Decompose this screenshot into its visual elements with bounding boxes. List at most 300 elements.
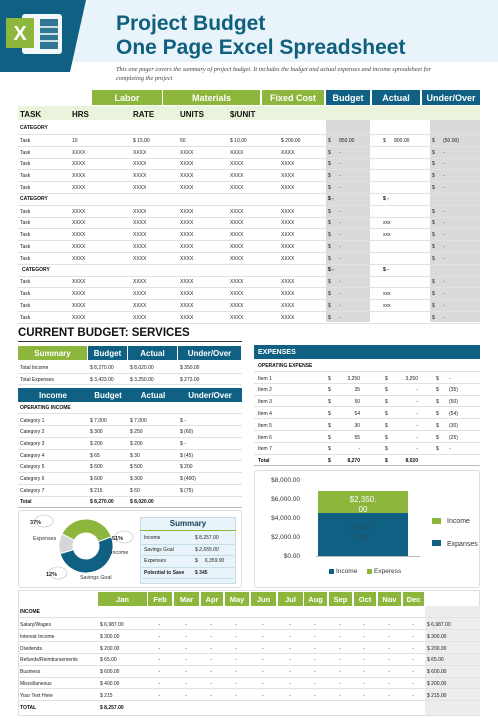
table-cell: $ - [328,220,341,227]
month-dash: - [262,645,264,652]
table-cell: $ - [432,149,445,156]
row-divider [18,323,480,324]
income-cell: $ (75) [180,487,194,494]
legend-swatch-expenses [432,540,441,546]
row-divider [18,484,242,485]
table-cell: XXXX [230,173,244,180]
column-header: UNITS [180,109,204,119]
pct-income: 51% [112,536,124,542]
pct-expenses: 37% [30,520,42,526]
month-dash: - [158,657,161,664]
month-dash: - [185,692,187,699]
table-cell: $ - [328,173,341,180]
month-dash: - [185,633,187,640]
income-cell: $ (45) [180,452,194,459]
table-cell: XXXX [72,232,86,239]
pct-savings: 12% [46,572,58,578]
row-divider [18,181,480,182]
table-cell: XXXX [230,232,244,239]
table-cell: $ - [432,244,445,250]
month-dash: - [289,622,291,628]
legend-bottom-income: Income [336,568,358,575]
income-row-jan: $ 300.00 [100,633,120,640]
expense-cell: $ [385,387,388,394]
month-dash: - [339,681,341,687]
summary-box-value: $ 6,359.00 [195,558,225,564]
expense-cell: $ [436,422,439,429]
expense-cell: - [416,410,418,417]
table-cell: XXXX [230,244,244,250]
table-cell: Task [20,279,31,286]
row-divider [254,406,480,407]
table-cell: xxx [383,303,391,309]
table-cell: XXXX [230,303,244,309]
expense-cell: $ [328,434,331,441]
table-cell: XXXX [281,149,295,156]
row-divider [18,437,242,438]
month-dash: - [235,657,238,664]
month-dash: - [289,657,291,664]
expense-cell: - [416,422,418,429]
expense-cell: (50) [449,399,458,406]
month-dash: - [412,657,414,664]
month-dash: - [185,657,187,664]
table-cell: XXXX [72,208,86,215]
expense-cell: 3,250 [347,375,360,382]
income-row-total: $ 215.00 [427,692,447,699]
row-divider [142,578,234,579]
summary-box-label: Expenses [144,558,166,564]
income-cell: $ 600 [90,476,103,482]
expense-cell: - [416,434,418,441]
table-cell: XXXX [133,291,147,298]
month-header: Jun [251,592,277,606]
month-dash: - [363,669,366,676]
income-cell: $ 60 [130,487,140,494]
table-cell: XXXX [230,279,244,286]
expense-cell: 55 [354,434,360,441]
month-dash: - [235,692,238,699]
row-divider [254,442,480,443]
month-dash: - [210,681,213,687]
income-row-total: $ 200.00 [427,681,447,687]
expense-cell: $ [328,399,331,406]
income-cell: $ 30 [130,452,140,459]
row-divider [18,496,242,497]
page-title-line1: Project Budget [116,12,266,35]
months-section-label: INCOME [20,609,40,615]
table-cell: XXXX [133,208,147,215]
category-budget-subtotal: $ - [328,266,334,273]
table-cell: $ - [432,173,445,180]
svg-text:X: X [13,23,27,45]
table-cell: XXXX [281,208,295,215]
income-header: Income [18,388,88,402]
table-cell: XXXX [180,255,194,262]
table-cell: $ - [328,244,341,250]
table-cell: XXXX [180,291,194,298]
expense-cell: - [358,446,360,453]
month-header: Nov [378,592,402,606]
expense-cell: $ [385,446,388,453]
row-divider [18,413,242,414]
category-label: CATEGORY [22,266,50,273]
category-actual-subtotal: $ - [383,266,389,273]
table-cell: $ - [328,161,341,168]
table-cell: XXXX [72,149,86,156]
table-cell: XXXX [180,279,194,286]
income-cell: Category 1 [20,417,45,424]
table-cell: XXXX [281,244,295,250]
row-divider [254,454,480,455]
table-cell: xxx [383,291,391,298]
table-cell: XXXX [230,314,244,321]
table-cell: XXXX [281,314,295,321]
summary-box-value: $ 8,257.00 [195,535,219,541]
group-header: Under/Over [422,90,480,105]
month-header: Aug [304,592,328,606]
month-dash: - [289,669,291,676]
row-divider [142,544,234,545]
expense-cell: $ [436,399,439,406]
month-dash: - [158,692,161,699]
month-header: Oct [354,592,377,606]
row-divider [18,507,242,508]
month-header: Mar [174,592,200,606]
table-cell: XXXX [133,303,147,309]
table-cell: $ 850.00 [328,137,355,144]
table-cell: XXXX [230,208,244,215]
month-dash: - [210,645,213,652]
table-cell: $ - [328,314,341,321]
label-income: Income [111,550,129,556]
table-cell: Task [20,208,31,215]
column-header: $/UNIT [230,109,256,119]
row-divider [18,425,242,426]
months-total-jan: $ 8,257.00 [100,704,124,711]
table-cell: $ - [328,303,341,309]
month-dash: - [412,622,414,628]
table-cell: XXXX [180,149,194,156]
table-cell: XXXX [72,291,86,298]
month-dash: - [388,633,390,640]
current-budget-title: CURRENT BUDGET: SERVICES [18,327,190,339]
table-cell: $ - [328,149,341,156]
row-divider [254,371,480,372]
income-header: Under/Over [178,388,242,402]
income-cell: Category 7 [20,487,45,494]
table-cell: Task [20,220,31,227]
table-cell: XXXX [281,185,295,191]
table-cell: XXXX [281,161,295,168]
month-dash: - [235,681,238,687]
expense-cell: 54 [354,410,360,417]
income-cell: $ (60) [180,429,194,436]
month-dash: - [363,633,366,640]
table-cell: Task [20,314,31,321]
table-cell: Task [20,291,31,298]
month-dash: - [289,692,291,699]
table-cell: $ - [328,279,341,286]
month-dash: - [388,681,390,687]
table-cell: $ 200.00 [281,137,301,144]
table-cell: XXXX [72,185,86,191]
month-dash: - [339,692,341,699]
month-dash: - [412,669,414,676]
table-cell: XXXX [180,244,194,250]
income-cell: $ 200 [90,440,103,447]
income-row-total: $ 600.00 [427,669,447,676]
expense-cell: Item 1 [258,375,272,382]
y-tick-label: $4,000.00 [271,514,300,522]
section-divider [18,341,242,342]
expense-cell: Item 3 [258,399,272,406]
expense-cell: $ [385,422,388,429]
table-cell: XXXX [72,314,86,321]
legend-side-income: Income [447,518,470,525]
x-axis-line [316,556,420,557]
table-cell: XXXX [180,161,194,168]
row-divider [18,169,480,170]
table-cell: Task [20,303,31,309]
month-dash: - [262,669,264,676]
row-divider [18,228,480,229]
month-dash: - [314,633,316,640]
group-header: Materials [163,90,260,105]
table-cell: XXXX [133,185,147,191]
y-tick-label: $0.00 [283,552,300,560]
month-dash: - [262,622,264,628]
table-cell: XXXX [180,173,194,180]
income-cell: $ - [180,440,186,447]
month-dash: - [314,622,316,628]
table-cell: XXXX [72,279,86,286]
income-cell: $ 65 [90,452,100,459]
expense-cell: (35) [449,387,458,394]
group-header: Labor [92,90,162,105]
income-cell: Category 3 [20,440,45,447]
income-row-jan: $ 6,987.00 [100,622,124,628]
row-divider [18,472,242,473]
month-header: Jul [278,592,304,606]
row-divider [18,449,242,450]
income-cell: Category 2 [20,429,45,436]
table-cell: Task [20,255,31,262]
row-divider [18,134,480,135]
table-cell: XXXX [133,314,147,321]
table-cell: XXXX [230,149,244,156]
row-divider [18,252,480,253]
expense-cell: $ [385,399,388,406]
table-cell: $ - [432,279,445,286]
table-cell: Task [20,137,31,144]
income-cell: $ 250 [130,429,143,436]
table-cell: XXXX [281,303,295,309]
row-divider [18,384,242,385]
table-cell: 50 [180,137,186,144]
legend-side-expenses: Expanses [447,541,478,548]
income-cell: $ 500 [130,464,143,471]
expense-cell: (54) [449,410,458,417]
summary-cell: $ 8,020.00 [130,365,154,371]
month-dash: - [388,669,390,676]
table-cell: $ - [432,220,445,227]
table-cell: $ - [432,303,445,309]
month-dash: - [339,633,341,640]
table-cell: XXXX [281,232,295,239]
group-header: Actual [372,90,420,105]
table-cell: XXXX [281,291,295,298]
income-cell: Category 5 [20,464,45,471]
income-cell: $ 300 [90,429,103,436]
month-dash: - [185,669,187,676]
income-total-cell: Total [20,499,32,506]
income-cell: $ 215 [90,487,103,494]
table-cell: Task [20,232,31,239]
expense-cell: (25) [449,434,458,441]
income-cell: Category 4 [20,452,45,459]
row-divider [18,299,480,300]
table-cell: Task [20,185,31,191]
month-dash: - [289,633,291,640]
table-cell: XXXX [133,173,147,180]
table-cell: XXXX [72,303,86,309]
table-cell: XXXX [281,279,295,286]
table-cell: $ - [432,208,445,215]
table-cell: XXXX [281,255,295,262]
income-row-label: Interest Income [20,633,55,640]
month-dash: - [262,692,264,699]
table-cell: $ - [328,208,341,215]
table-cell: $ - [328,232,341,239]
summary-header: Under/Over [178,346,242,360]
income-header: Budget [88,388,128,402]
month-dash: - [363,681,366,687]
bar-label-expenses: $4,507.00 [349,523,377,543]
table-cell: $ - [328,185,341,191]
table-cell: $ - [432,255,445,262]
month-dash: - [158,681,161,687]
income-row-total: $ 65.00 [427,657,444,664]
month-dash: - [314,692,316,699]
table-cell: XXXX [180,208,194,215]
month-header: Apr [201,592,224,606]
month-dash: - [210,669,213,676]
summary-box-value: $ 345 [195,569,208,576]
table-cell: XXXX [230,255,244,262]
income-row-label: Salary/Wages [20,622,51,628]
summary-cell: $ 273.00 [180,376,200,383]
row-divider [18,629,480,630]
month-dash: - [289,645,291,652]
month-dash: - [210,633,213,640]
row-divider [18,677,480,678]
expense-cell: Item 4 [258,410,272,417]
month-dash: - [388,657,390,664]
table-cell: XXXX [133,279,147,286]
month-dash: - [235,622,238,628]
legend-bottom-expenses: Experess [374,568,402,575]
table-cell: XXXX [180,314,194,321]
month-header: Jan [98,592,148,606]
row-divider [142,567,234,568]
income-row-jan: $ 215 [100,692,113,699]
table-cell: $ - [432,232,445,239]
expense-cell: $ [328,375,331,382]
summary-box-label: Potential to Save [144,569,185,576]
expense-cell: 35 [354,387,360,394]
category-label: CATEGORY [20,195,48,202]
income-row-jan: $ 65.00 [100,657,117,664]
row-divider [18,311,480,312]
expense-cell: $ [385,410,388,417]
month-dash: - [339,669,341,676]
month-dash: - [210,622,213,628]
page-subtitle: This one pager covers the summary of project budget. It includes the budget and actual expenses and income spreadsheet for completing the project [116,66,432,82]
y-tick-label: $2,000.00 [271,533,300,541]
income-row-label: Refunds/Reimbursements [20,657,78,664]
income-cell: $ 300 [130,476,143,482]
table-cell: XXXX [180,220,194,227]
month-dash: - [314,645,316,652]
month-header: Sep [329,592,353,606]
group-header: Budget [326,90,370,105]
table-cell: $ - [432,161,445,168]
expense-cell: $ [385,434,388,441]
expense-cell: (30) [449,422,458,429]
table-cell: XXXX [281,173,295,180]
expense-total-cell: 8,270 [347,458,360,465]
month-dash: - [363,692,366,699]
income-row-total: $ 200.00 [427,645,447,652]
row-divider [18,641,480,642]
expense-cell: $ [328,387,331,394]
table-cell: XXXX [72,255,86,262]
month-dash: - [262,633,264,640]
column-header: TASK [20,109,42,119]
table-cell: XXXX [72,244,86,250]
row-divider [18,373,242,374]
expense-cell: $ [436,387,439,394]
expenses-title: EXPENSES [258,349,296,356]
table-cell: xxx [383,220,391,227]
month-dash: - [314,657,316,664]
expense-cell: $ [436,375,439,382]
month-dash: - [388,692,390,699]
month-dash: - [363,645,366,652]
income-row-total: $ 6,987.00 [427,622,451,628]
category-budget-subtotal: $ - [328,195,334,202]
row-divider [18,146,480,147]
income-cell: $ (400) [180,476,196,482]
month-dash: - [262,657,264,664]
table-cell: $ - [432,291,445,298]
legend-swatch-bottom-expenses [367,569,372,574]
income-total-cell: $ 8,270.00 [90,499,114,506]
income-section-label: OPERATING INCOME [20,405,71,411]
month-dash: - [210,692,213,699]
month-dash: - [158,669,161,676]
expense-cell: - [449,446,451,453]
expense-total-cell: $ [385,458,388,465]
expense-total-cell: 8,020 [405,458,418,465]
month-dash: - [158,645,161,652]
expense-cell: - [416,387,418,394]
expense-cell: - [416,399,418,406]
month-dash: - [158,622,161,628]
month-dash: - [363,657,366,664]
legend-swatch-bottom-income [329,569,334,574]
